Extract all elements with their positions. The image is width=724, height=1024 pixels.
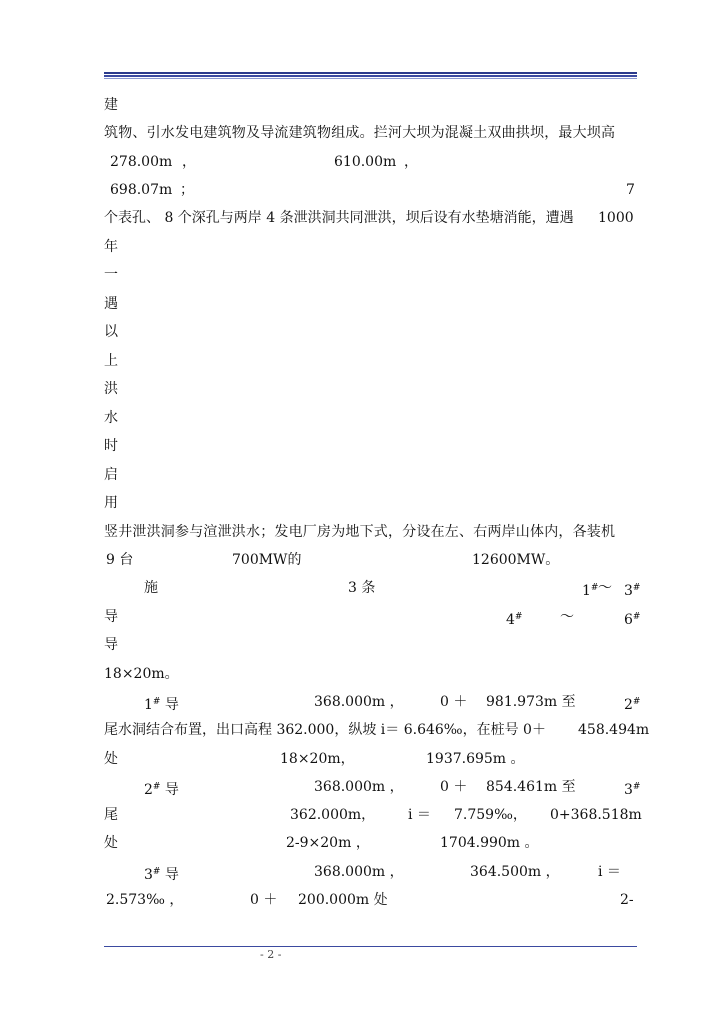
text-fragment: 处: [104, 751, 118, 767]
text-fragment: 981.973m 至: [486, 694, 576, 710]
text-fragment: 364.500m ，: [470, 864, 560, 880]
text-fragment: i ＝: [598, 864, 621, 880]
text-fragment: ～: [598, 580, 612, 596]
text-fragment: 0 ＋: [250, 892, 278, 908]
text-fragment: 尾: [104, 807, 118, 823]
text-fragment: 3 条: [348, 580, 376, 596]
text-fragment: 1704.990m 。: [440, 835, 539, 851]
text-line: [104, 94, 638, 116]
text-fragment: 18×20m。: [104, 666, 179, 682]
text-fragment: 1#: [582, 583, 599, 599]
text-line: [104, 350, 638, 372]
text-fragment: 时: [104, 438, 118, 454]
text-fragment: 7.759‰，: [454, 807, 527, 823]
text-fragment: 2.573‰ ，: [106, 892, 184, 908]
text-fragment: ，: [404, 154, 418, 170]
text-line: [104, 492, 638, 514]
text-fragment: ，: [182, 154, 196, 170]
text-fragment: 368.000m ，: [314, 864, 404, 880]
text-fragment: 0+368.518m: [550, 807, 642, 823]
text-line: [104, 719, 650, 741]
text-fragment: 2#: [624, 697, 641, 713]
text-line: [104, 236, 638, 258]
text-line: [104, 435, 638, 457]
text-line: [104, 889, 638, 911]
text-fragment: 610.00m: [334, 154, 397, 170]
text-fragment: 0 ＋: [440, 694, 468, 710]
text-fragment: 个表孔、 8 个深孔与两岸 4 条泄洪洞共同泄洪，坝后设有水垫塘消能，遭遇: [104, 210, 574, 226]
text-fragment: 3# 导: [144, 867, 179, 883]
text-fragment: 处: [104, 835, 118, 851]
text-line: [104, 634, 638, 656]
text-line: [104, 549, 638, 571]
text-fragment: 2-: [620, 892, 634, 908]
text-fragment: 1937.695m 。: [426, 751, 525, 767]
text-fragment: 700MW的: [232, 552, 302, 568]
text-fragment: 368.000m ，: [314, 694, 404, 710]
text-fragment: 6#: [624, 612, 641, 628]
text-fragment: 上: [104, 353, 118, 369]
text-line: [104, 577, 641, 599]
text-fragment: 854.461m 至: [486, 779, 576, 795]
text-fragment: 278.00m: [110, 154, 173, 170]
text-fragment: 水: [104, 410, 118, 426]
text-fragment: 2# 导: [144, 782, 179, 798]
text-line: [104, 748, 638, 770]
text-line: [104, 464, 638, 486]
text-fragment: ～: [560, 609, 574, 625]
text-line: [104, 151, 638, 173]
text-fragment: 遇: [104, 296, 118, 312]
text-fragment: 用: [104, 495, 118, 511]
text-fragment: 200.000m 处: [298, 892, 388, 908]
text-fragment: 筑物、引水发电建筑物及导流建筑物组成。拦河大坝为混凝土双曲拱坝，最大坝高: [104, 125, 616, 141]
text-fragment: 18×20m，: [280, 751, 355, 767]
page-number: - 2 -: [260, 948, 282, 961]
text-fragment: 362.000m，: [290, 807, 376, 823]
text-fragment: 1# 导: [144, 697, 179, 713]
text-line: [104, 691, 641, 713]
text-line: [104, 407, 638, 429]
text-fragment: 导: [104, 637, 118, 653]
text-fragment: 1000: [598, 210, 634, 226]
text-fragment: 施: [144, 580, 158, 596]
text-fragment: 0 ＋: [440, 779, 468, 795]
text-line: [104, 293, 638, 315]
text-fragment: 7: [626, 182, 635, 198]
text-fragment: 4#: [506, 612, 523, 628]
footer-rule: [104, 946, 637, 947]
text-line: [104, 179, 638, 201]
text-fragment: 3#: [624, 583, 641, 599]
text-fragment: 一: [104, 267, 118, 283]
text-fragment: ；: [180, 182, 194, 198]
text-fragment: 年: [104, 239, 118, 255]
text-line: [104, 606, 641, 628]
text-fragment: 建: [104, 97, 118, 113]
text-line: [104, 804, 642, 826]
text-fragment: i ＝: [408, 807, 431, 823]
text-line: [104, 521, 638, 543]
text-fragment: 12600MW。: [472, 552, 560, 568]
text-fragment: 启: [104, 467, 118, 483]
text-fragment: 698.07m: [110, 182, 173, 198]
text-fragment: 尾水洞结合布置，出口高程 362.000，纵坡 i＝ 6.646‰，在桩号 0＋: [104, 722, 546, 738]
text-fragment: 458.494m: [578, 722, 650, 738]
text-fragment: 以: [104, 324, 118, 340]
text-fragment: 导: [104, 609, 118, 625]
text-line: [104, 832, 638, 854]
text-fragment: 9 台: [106, 552, 134, 568]
text-fragment: 洪: [104, 381, 118, 397]
text-line: [104, 861, 638, 883]
text-fragment: 竖井泄洪洞参与渲泄洪水；发电厂房为地下式，分设在左、右两岸山体内，各装机: [104, 524, 616, 540]
text-line: [104, 378, 638, 400]
text-line: [104, 264, 638, 286]
text-line: [104, 207, 638, 229]
text-line: [104, 663, 638, 685]
text-line: [104, 122, 638, 144]
text-line: [104, 321, 638, 343]
text-fragment: 368.000m ，: [314, 779, 404, 795]
text-fragment: 3#: [624, 782, 641, 798]
text-fragment: 2-9×20m ，: [286, 835, 370, 851]
text-line: [104, 776, 641, 798]
